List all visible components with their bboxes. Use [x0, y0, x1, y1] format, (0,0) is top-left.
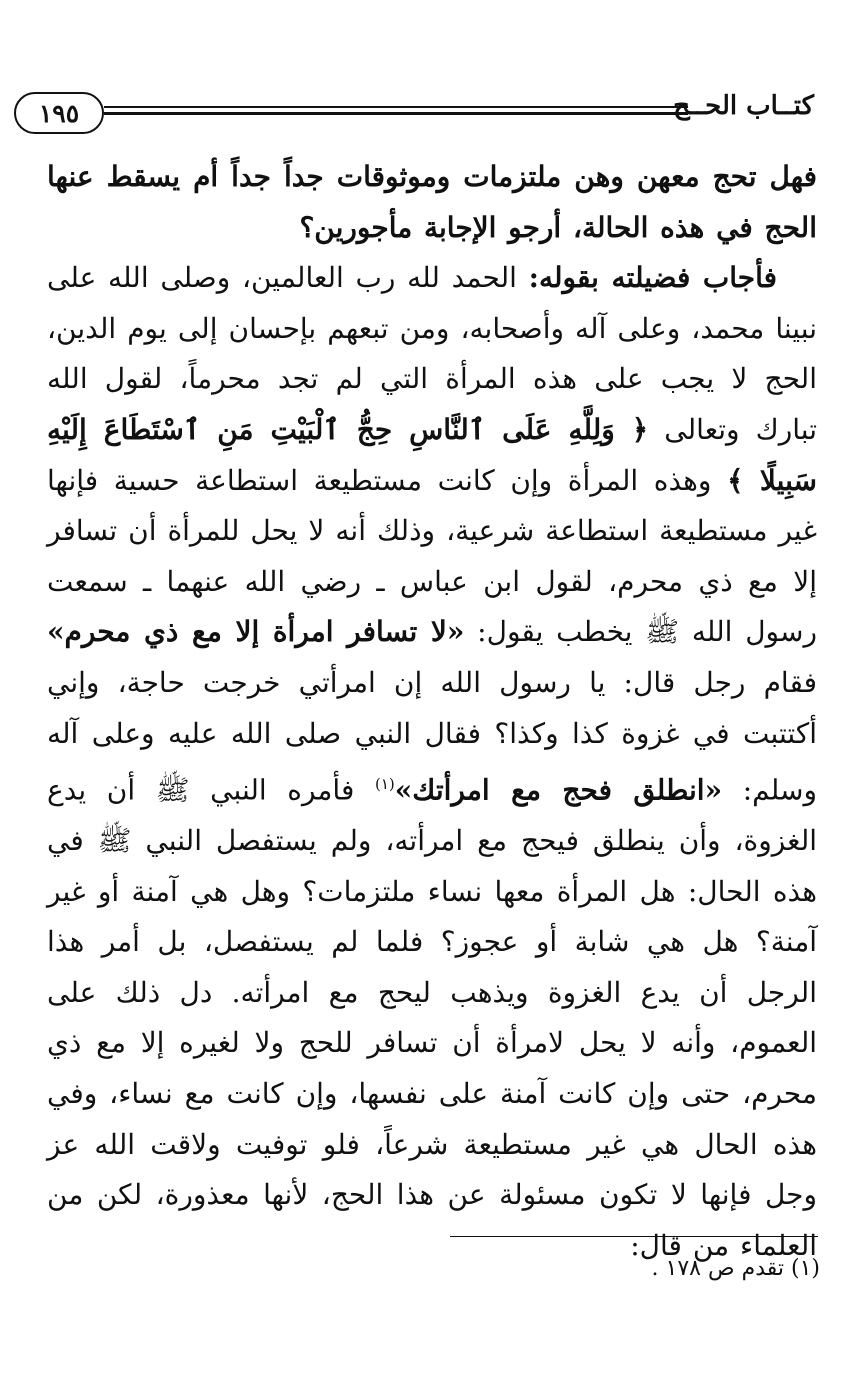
- question-text: فهل تحج معهن وهن ملتزمات وموثوقات جداً جداً أم يسقط عنها الحج في هذه الحالة، أرجو الإجابة مأجورين؟: [47, 160, 817, 244]
- answer-text-1: الحمد لله رب العالمين، وصلى الله على نبينا محمد، وعلى آله وأصحابه، ومن تبعهم بإحسان إلى يوم الدين، الحج لا يجب على هذه المرأة التي لم تجد محرماً، لقول الله تبارك وتعالى: [47, 261, 818, 446]
- header-rule-thick: [104, 112, 688, 115]
- quran-verse: ﴿ وَلِلَّهِ عَلَى ٱلنَّاسِ حِجُّ ٱلْبَيْتِ مَنِ ٱسْتَطَاعَ إِلَيْهِ سَبِيلًا ﴾: [47, 412, 817, 497]
- header-rule-thin: [104, 106, 688, 108]
- footnote-reference: (١): [374, 775, 395, 794]
- hadith-quote-2: «انطلق فحج مع امرأتك»: [394, 773, 723, 807]
- hadith-quote-1: «لا تسافر امرأة إلا مع ذي محرم»: [47, 615, 465, 649]
- answer-text-3: فقام رجل قال: يا رسول الله إن امرأتي خرجت حاجة، وإني أكتتبت في غزوة كذا وكذا؟ فقال النبي صلى الله عليه وعلى آله وسلم:: [47, 665, 818, 807]
- book-title: كتــاب الحــج: [673, 91, 814, 121]
- footnote: (١) تقدم ص ١٧٨ .: [651, 1256, 820, 1281]
- page-number-badge: ١٩٥: [14, 92, 104, 134]
- header-rule: [104, 106, 688, 116]
- body-text: [47, 152, 817, 1271]
- answer-text-2: وهذه المرأة وإن كانت مستطيعة استطاعة حسية فإنها غير مستطيعة استطاعة شرعية، وذلك أنه لا يحل للمرأة أن تسافر إلا مع ذي محرم، لقول ابن عباس ـ رضي الله عنهما ـ سمعت رسول الله ﷺ يخطب يقول:: [47, 463, 817, 649]
- footnote-separator: [450, 1236, 818, 1237]
- answer-intro: فأجاب فضيلته بقوله:: [528, 261, 778, 295]
- answer-paragraph: [47, 253, 817, 1271]
- answer-text-4: فأمره النبي ﷺ أن يدع الغزوة، وأن ينطلق فيحج مع امرأته، ولم يستفصل النبي ﷺ في هذه الحال: هل المرأة معها نساء ملتزمات؟ وهل هي آمنة أو غير آمنة؟ هل هي شابة أو عجوز؟ فلما لم يستفصل، بل أمر هذا الرجل أن يدع الغزوة ويذهب ليحج مع امرأته. دل ذلك على العموم، وأنه لا يحل لامرأة أن تسافر للحج ولا لغيره إلا مع ذي محرم، حتى وإن كانت آمنة على نفسها، وإن كانت مع نساء، وفي هذه الحال هي غير مستطيعة شرعاً، فلو توفيت ولاقت الله عز وجل فإنها لا تكون مسئولة عن هذا الحج، لأنها معذورة، لكن من العلماء من قال:: [47, 773, 818, 1262]
- page-header: [14, 86, 814, 138]
